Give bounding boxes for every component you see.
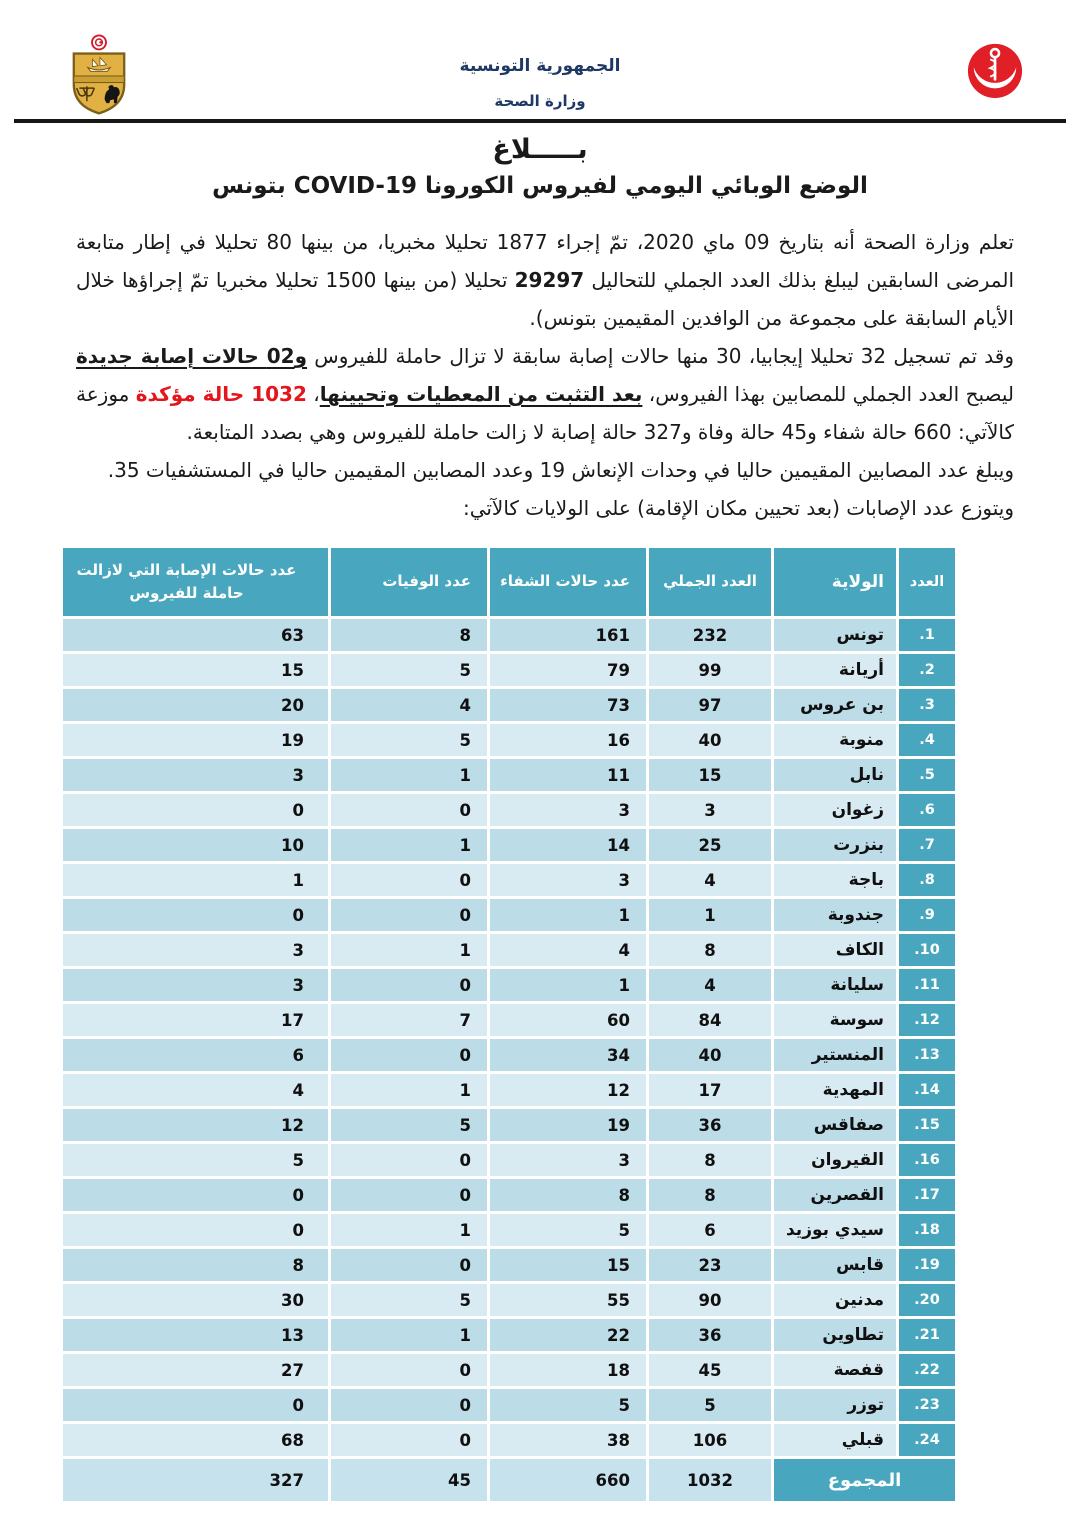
header-divider bbox=[14, 119, 1066, 123]
row-index: 1. bbox=[899, 619, 955, 651]
cell-deaths: 5 bbox=[331, 654, 487, 686]
cell-active: 19 bbox=[63, 724, 328, 756]
cell-recovered: 3 bbox=[490, 794, 646, 826]
ministry-title: وزارة الصحة bbox=[494, 92, 586, 110]
text-run: تعلم وزارة الصحة أنه بتاريخ 09 ماي 2020، تمّ إجراء 1877 تحليلا مخبريا، من بينها 80 تحليلا في إطار متابعة المرضى السابقين ليبلغ بذلك العدد الجملي للتحاليل bbox=[76, 230, 1014, 292]
cell-total: 23 bbox=[649, 1249, 771, 1281]
column-header-number: العدد bbox=[899, 548, 955, 616]
governorate-name: بنزرت bbox=[774, 829, 896, 861]
cell-active: 4 bbox=[63, 1074, 328, 1106]
governorate-name: قبلي bbox=[774, 1424, 896, 1456]
cell-active: 3 bbox=[63, 934, 328, 966]
cell-recovered: 4 bbox=[490, 934, 646, 966]
row-index: 24. bbox=[899, 1424, 955, 1456]
cell-active: 15 bbox=[63, 654, 328, 686]
text-run: 29297 bbox=[514, 268, 585, 292]
row-index: 19. bbox=[899, 1249, 955, 1281]
cell-deaths: 0 bbox=[331, 899, 487, 931]
cell-deaths: 0 bbox=[331, 1144, 487, 1176]
row-index: 9. bbox=[899, 899, 955, 931]
cell-active: 6 bbox=[63, 1039, 328, 1071]
cell-deaths: 7 bbox=[331, 1004, 487, 1036]
cell-total: 90 bbox=[649, 1284, 771, 1316]
cell-deaths: 1 bbox=[331, 759, 487, 791]
cell-active: 1 bbox=[63, 864, 328, 896]
governorates-table bbox=[63, 548, 955, 1501]
cell-recovered: 19 bbox=[490, 1109, 646, 1141]
total-recovered: 660 bbox=[490, 1459, 646, 1501]
cell-deaths: 0 bbox=[331, 864, 487, 896]
text-run: ، bbox=[306, 382, 320, 406]
cell-total: 40 bbox=[649, 724, 771, 756]
column-header-governorate: الولاية bbox=[774, 548, 896, 616]
cell-active: 3 bbox=[63, 969, 328, 1001]
republic-title: الجمهورية التونسية bbox=[459, 56, 621, 76]
cell-active: 0 bbox=[63, 1214, 328, 1246]
paragraph bbox=[76, 223, 1014, 337]
governorate-name: أريانة bbox=[774, 654, 896, 686]
cell-recovered: 3 bbox=[490, 864, 646, 896]
governorate-name: المنستير bbox=[774, 1039, 896, 1071]
cell-recovered: 38 bbox=[490, 1424, 646, 1456]
cell-active: 68 bbox=[63, 1424, 328, 1456]
row-index: 7. bbox=[899, 829, 955, 861]
row-index: 13. bbox=[899, 1039, 955, 1071]
column-header-active: عدد حالات الإصابة التي لازالت حاملة للفيروس bbox=[63, 548, 328, 616]
cell-recovered: 5 bbox=[490, 1389, 646, 1421]
cell-total: 4 bbox=[649, 864, 771, 896]
cell-recovered: 34 bbox=[490, 1039, 646, 1071]
governorate-name: صفاقس bbox=[774, 1109, 896, 1141]
paragraph bbox=[76, 337, 1014, 451]
governorate-name: سليانة bbox=[774, 969, 896, 1001]
row-index: 16. bbox=[899, 1144, 955, 1176]
governorate-name: جندوبة bbox=[774, 899, 896, 931]
total-active: 327 bbox=[63, 1459, 328, 1501]
cell-total: 40 bbox=[649, 1039, 771, 1071]
cell-total: 6 bbox=[649, 1214, 771, 1246]
governorate-name: القصرين bbox=[774, 1179, 896, 1211]
row-index: 5. bbox=[899, 759, 955, 791]
text-run: ليصبح العدد الجملي للمصابين بهذا الفيروس، bbox=[642, 382, 1014, 406]
cell-recovered: 16 bbox=[490, 724, 646, 756]
column-header-total: العدد الجملي bbox=[649, 548, 771, 616]
text-run: و02 حالات إصابة جديدة bbox=[76, 344, 308, 368]
governorate-name: قفصة bbox=[774, 1354, 896, 1386]
governorate-name: توزر bbox=[774, 1389, 896, 1421]
cell-recovered: 1 bbox=[490, 899, 646, 931]
text-run: وقد تم تسجيل 32 تحليلا إيجابيا، 30 منها حالات إصابة سابقة لا تزال حاملة للفيروس bbox=[307, 344, 1014, 368]
row-index: 18. bbox=[899, 1214, 955, 1246]
cell-recovered: 11 bbox=[490, 759, 646, 791]
cell-deaths: 0 bbox=[331, 1039, 487, 1071]
governorate-name: باجة bbox=[774, 864, 896, 896]
cell-deaths: 0 bbox=[331, 1424, 487, 1456]
cell-active: 30 bbox=[63, 1284, 328, 1316]
cell-active: 63 bbox=[63, 619, 328, 651]
cell-recovered: 161 bbox=[490, 619, 646, 651]
row-index: 3. bbox=[899, 689, 955, 721]
governorate-name: سوسة bbox=[774, 1004, 896, 1036]
cell-deaths: 4 bbox=[331, 689, 487, 721]
text-run: موزعة كالآتي: 660 حالة شفاء و45 حالة وفاة و327 حالة إصابة لا زالت حاملة للفيروس وهي بصدد المتابعة. bbox=[76, 382, 1014, 444]
total-deaths: 45 bbox=[331, 1459, 487, 1501]
cell-deaths: 0 bbox=[331, 1389, 487, 1421]
cell-active: 0 bbox=[63, 899, 328, 931]
cell-total: 36 bbox=[649, 1319, 771, 1351]
paragraph bbox=[76, 451, 1014, 489]
governorate-name: القيروان bbox=[774, 1144, 896, 1176]
text-run: ويتوزع عدد الإصابات (بعد تحيين مكان الإقامة) على الولايات كالآتي: bbox=[462, 496, 1014, 520]
cell-total: 25 bbox=[649, 829, 771, 861]
text-run: تحليلا (من بينها 1500 تحليلا مخبريا تمّ إجراؤها خلال الأيام السابقة على مجموعة من الوافدين المقيمين بتونس). bbox=[76, 268, 1014, 330]
cell-recovered: 18 bbox=[490, 1354, 646, 1386]
cell-total: 106 bbox=[649, 1424, 771, 1456]
cell-active: 12 bbox=[63, 1109, 328, 1141]
column-header-recovered: عدد حالات الشفاء bbox=[490, 548, 646, 616]
cell-recovered: 55 bbox=[490, 1284, 646, 1316]
cell-deaths: 1 bbox=[331, 934, 487, 966]
cell-total: 4 bbox=[649, 969, 771, 1001]
total-of-totals: 1032 bbox=[649, 1459, 771, 1501]
column-header-deaths: عدد الوفيات bbox=[331, 548, 487, 616]
row-index: 15. bbox=[899, 1109, 955, 1141]
cell-active: 0 bbox=[63, 1389, 328, 1421]
governorate-name: الكاف bbox=[774, 934, 896, 966]
cell-active: 3 bbox=[63, 759, 328, 791]
cell-recovered: 60 bbox=[490, 1004, 646, 1036]
governorate-name: تطاوين bbox=[774, 1319, 896, 1351]
row-index: 10. bbox=[899, 934, 955, 966]
governorate-name: سيدي بوزيد bbox=[774, 1214, 896, 1246]
cell-active: 0 bbox=[63, 1179, 328, 1211]
cell-total: 232 bbox=[649, 619, 771, 651]
row-index: 23. bbox=[899, 1389, 955, 1421]
report-paragraphs bbox=[76, 223, 1014, 545]
cell-recovered: 79 bbox=[490, 654, 646, 686]
governorate-name: المهدية bbox=[774, 1074, 896, 1106]
cell-active: 5 bbox=[63, 1144, 328, 1176]
cell-total: 8 bbox=[649, 1144, 771, 1176]
row-index: 2. bbox=[899, 654, 955, 686]
cell-recovered: 22 bbox=[490, 1319, 646, 1351]
cell-total: 3 bbox=[649, 794, 771, 826]
cell-total: 97 bbox=[649, 689, 771, 721]
governorate-name: تونس bbox=[774, 619, 896, 651]
row-index: 17. bbox=[899, 1179, 955, 1211]
governorate-name: منوبة bbox=[774, 724, 896, 756]
cell-total: 36 bbox=[649, 1109, 771, 1141]
governorate-name: نابل bbox=[774, 759, 896, 791]
row-index: 14. bbox=[899, 1074, 955, 1106]
paragraph bbox=[76, 489, 1014, 527]
row-index: 4. bbox=[899, 724, 955, 756]
cell-total: 84 bbox=[649, 1004, 771, 1036]
governorate-name: بن عروس bbox=[774, 689, 896, 721]
cell-recovered: 1 bbox=[490, 969, 646, 1001]
row-index: 11. bbox=[899, 969, 955, 1001]
row-index: 22. bbox=[899, 1354, 955, 1386]
cell-total: 45 bbox=[649, 1354, 771, 1386]
report-subtitle: الوضع الوبائي اليومي لفيروس الكورونا COVID-19 بتونس bbox=[212, 173, 868, 199]
cell-recovered: 3 bbox=[490, 1144, 646, 1176]
cell-total: 8 bbox=[649, 1179, 771, 1211]
cell-deaths: 1 bbox=[331, 1319, 487, 1351]
cell-active: 10 bbox=[63, 829, 328, 861]
cell-deaths: 0 bbox=[331, 1249, 487, 1281]
governorate-name: مدنين bbox=[774, 1284, 896, 1316]
cell-active: 0 bbox=[63, 794, 328, 826]
cell-deaths: 0 bbox=[331, 1354, 487, 1386]
cell-deaths: 5 bbox=[331, 724, 487, 756]
communique-title: بـــــلاغ bbox=[492, 134, 588, 165]
total-row-label: المجموع bbox=[774, 1459, 955, 1501]
cell-deaths: 0 bbox=[331, 794, 487, 826]
cell-total: 1 bbox=[649, 899, 771, 931]
cell-total: 99 bbox=[649, 654, 771, 686]
cell-deaths: 5 bbox=[331, 1284, 487, 1316]
cell-recovered: 5 bbox=[490, 1214, 646, 1246]
text-run: ويبلغ عدد المصابين المقيمين حاليا في وحدات الإنعاش 19 وعدد المصابين المقيمين حاليا في المستشفيات 35. bbox=[107, 458, 1014, 482]
row-index: 6. bbox=[899, 794, 955, 826]
governorate-name: قابس bbox=[774, 1249, 896, 1281]
cell-deaths: 1 bbox=[331, 829, 487, 861]
cell-recovered: 73 bbox=[490, 689, 646, 721]
cell-active: 17 bbox=[63, 1004, 328, 1036]
row-index: 8. bbox=[899, 864, 955, 896]
row-index: 12. bbox=[899, 1004, 955, 1036]
cell-total: 8 bbox=[649, 934, 771, 966]
cell-active: 27 bbox=[63, 1354, 328, 1386]
text-run: 1032 حالة مؤكدة bbox=[135, 382, 307, 406]
cell-deaths: 8 bbox=[331, 619, 487, 651]
row-index: 21. bbox=[899, 1319, 955, 1351]
cell-recovered: 14 bbox=[490, 829, 646, 861]
cell-total: 17 bbox=[649, 1074, 771, 1106]
cell-total: 15 bbox=[649, 759, 771, 791]
cell-deaths: 5 bbox=[331, 1109, 487, 1141]
cell-recovered: 8 bbox=[490, 1179, 646, 1211]
cell-recovered: 15 bbox=[490, 1249, 646, 1281]
governorate-name: زغوان bbox=[774, 794, 896, 826]
cell-active: 13 bbox=[63, 1319, 328, 1351]
cell-deaths: 0 bbox=[331, 969, 487, 1001]
cell-total: 5 bbox=[649, 1389, 771, 1421]
cell-recovered: 12 bbox=[490, 1074, 646, 1106]
cell-active: 8 bbox=[63, 1249, 328, 1281]
cell-deaths: 0 bbox=[331, 1179, 487, 1211]
cell-active: 20 bbox=[63, 689, 328, 721]
cell-deaths: 1 bbox=[331, 1214, 487, 1246]
cell-deaths: 1 bbox=[331, 1074, 487, 1106]
text-run: بعد التثبت من المعطيات وتحيينها bbox=[319, 382, 643, 406]
row-index: 20. bbox=[899, 1284, 955, 1316]
